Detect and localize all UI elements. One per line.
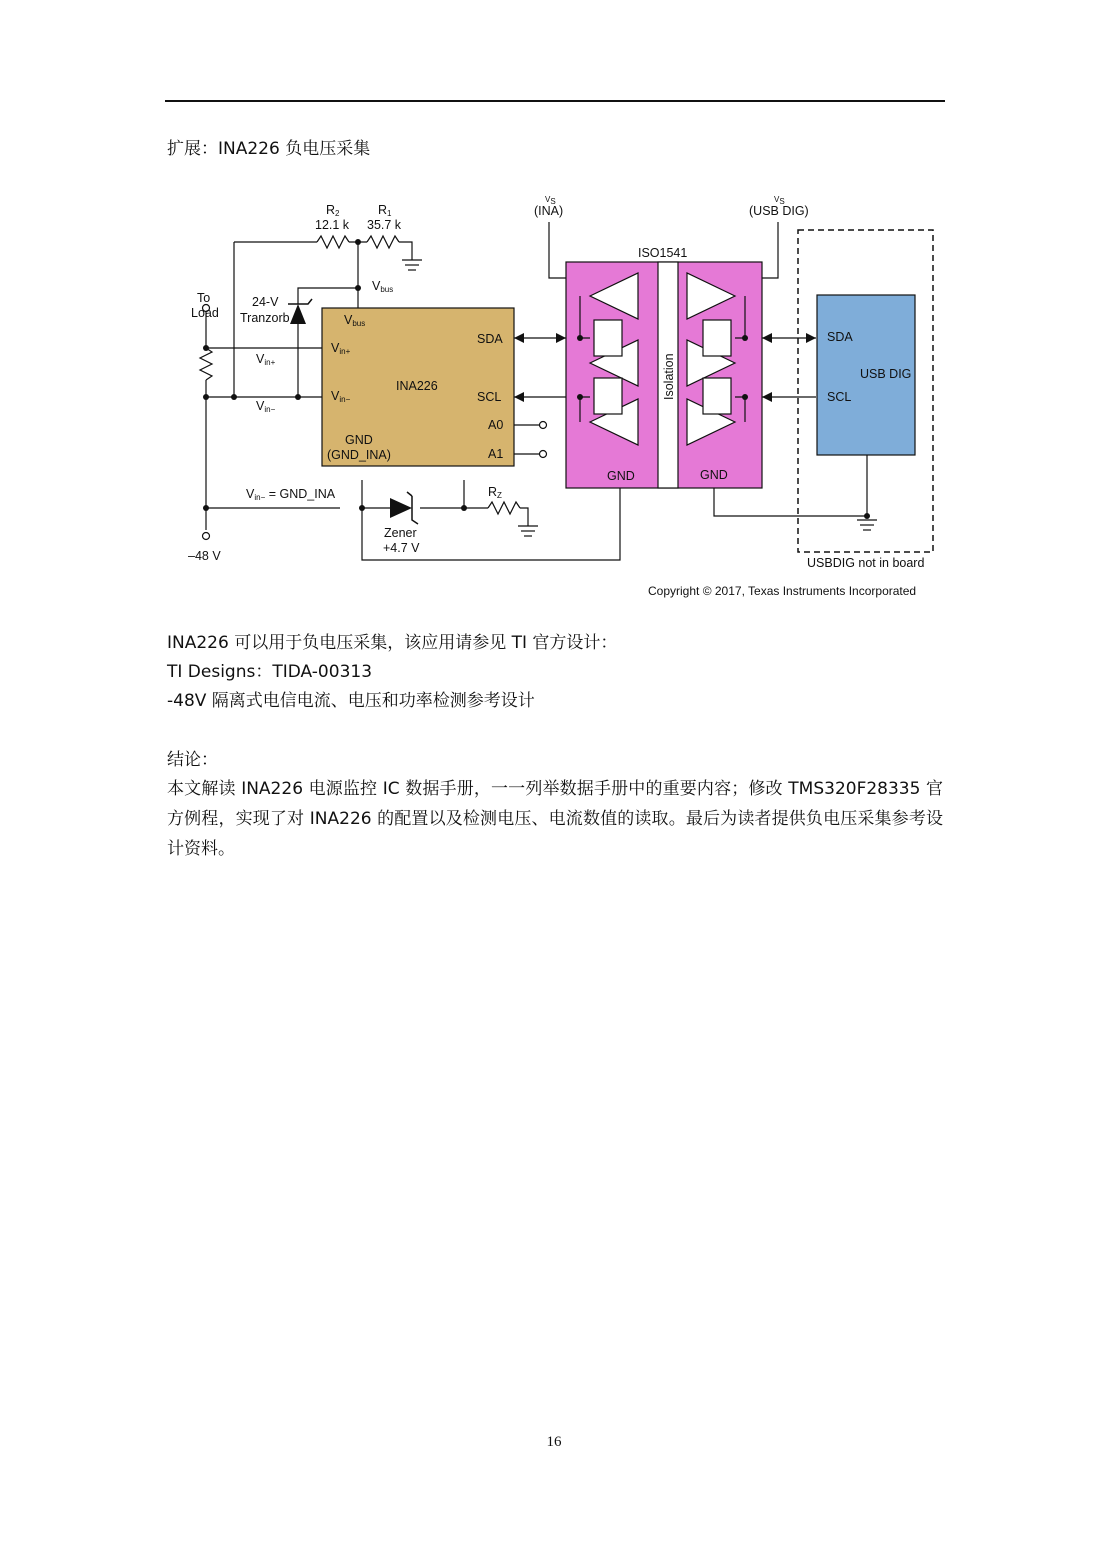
- usb-sda-pin: SDA: [827, 330, 853, 344]
- r2-value: 12.1 k: [315, 218, 350, 232]
- vinm-wire-label: Vin−: [256, 399, 276, 414]
- to-label: To: [197, 291, 211, 305]
- vinp-wire-label: Vin+: [256, 352, 276, 367]
- zener-label: Zener: [384, 526, 417, 540]
- paragraph-ti-designs: TI Designs：TIDA-00313: [167, 662, 373, 682]
- r2-label: R2: [326, 203, 340, 218]
- rz-label: RZ: [488, 485, 502, 500]
- r1-label: R1: [378, 203, 392, 218]
- isolation-label: Isolation: [662, 353, 676, 400]
- vs-ina-v: VS: [545, 195, 556, 206]
- r1-value: 35.7 k: [367, 218, 402, 232]
- ina226-negative-voltage-schematic: [150, 180, 950, 605]
- gnd-pin: GND: [345, 433, 373, 447]
- vbus-pin: Vbus: [344, 313, 366, 328]
- zener-voltage-label: +4.7 V: [383, 541, 420, 555]
- conclusion-body: 本文解读 INA226 电源监控 IC 数据手册，一一列举数据手册中的重要内容；修改 TMS320F28335 官方例程，实现了对 INA226 的配置以及检测电压、电流数值的读取。最后为读者提供负电压采集参考设计资料。: [167, 779, 943, 859]
- paragraph-ina226-negative: INA226 可以用于负电压采集，该应用请参见 TI 官方设计：: [167, 633, 618, 653]
- tranzorb-v-label: 24-V: [252, 295, 279, 309]
- vinp-pin: Vin+: [331, 341, 351, 356]
- vs-usb-label: (USB DIG): [749, 204, 809, 218]
- sda-pin: SDA: [477, 332, 503, 346]
- usb-dig-label: USB DIG: [860, 367, 912, 381]
- iso1541-label: ISO1541: [638, 246, 688, 260]
- scl-pin: SCL: [477, 390, 502, 404]
- usbdig-note: USBDIG not in board: [807, 556, 925, 570]
- a1-pin: A1: [488, 447, 504, 461]
- vs-ina-label: (INA): [534, 204, 564, 218]
- vin-gnd-label: Vin− = GND_INA: [246, 487, 336, 502]
- usb-scl-pin: SCL: [827, 390, 852, 404]
- page-number: 16: [546, 1434, 562, 1450]
- iso-gnd-right: GND: [700, 468, 728, 482]
- vinm-pin: Vin−: [331, 389, 351, 404]
- header-rule: [165, 100, 945, 102]
- iso-gnd-left: GND: [607, 469, 635, 483]
- copyright: Copyright © 2017, Texas Instruments Incorporated: [648, 584, 917, 598]
- vbus-wire-label: Vbus: [372, 279, 394, 294]
- neg48v-label: –48 V: [188, 549, 221, 563]
- load-label: Load: [191, 306, 219, 320]
- paragraph-reference-design: -48V 隔离式电信电流、电压和功率检测参考设计: [167, 691, 535, 711]
- section-heading: 扩展：INA226 负电压采集: [167, 139, 371, 159]
- vs-usb-v: VS: [774, 195, 785, 206]
- tranzorb-label: Tranzorb: [240, 311, 290, 325]
- ina226-chip-label: INA226: [396, 379, 438, 393]
- conclusion-title: 结论：: [167, 750, 218, 770]
- a0-pin: A0: [488, 418, 504, 432]
- gnd-ina-pin: (GND_INA): [327, 448, 391, 462]
